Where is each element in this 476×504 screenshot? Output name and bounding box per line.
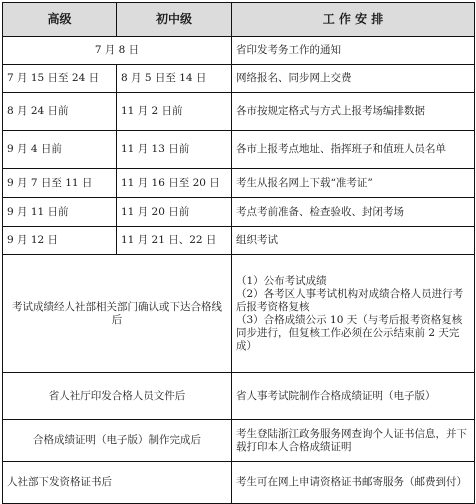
task-cell: 考点考前准备、检查验收、封闭考场	[232, 198, 475, 227]
table-row	[3, 227, 475, 255]
junior-date-cell: 11 月 16 日至 20 日	[117, 169, 232, 198]
task-cell: 考生可在网上申请资格证书邮寄服务（邮费到付）	[232, 462, 475, 504]
senior-date-cell: 9 月 7 日至 11 日	[3, 169, 117, 198]
task-line: （3）合格成绩公示 10 天（与考后报考资格复核同步进行，但复核工作必须在公示结束前 2 天完成）	[236, 313, 463, 352]
header-row	[3, 3, 475, 37]
task-cell: 各市上报考点地址、指挥班子和值班人员名单	[232, 131, 475, 169]
junior-date-cell: 11 月 20 日前	[117, 198, 232, 227]
junior-date-cell: 11 月 21 日、22 日	[117, 227, 232, 255]
table-row	[3, 93, 475, 131]
header-senior: 高级	[3, 3, 117, 37]
condition-cell: 人社部下发资格证书后	[3, 462, 232, 504]
condition-cell: 考试成绩经人社部相关部门确认或下达合格线后	[3, 255, 232, 373]
table-row	[3, 131, 475, 169]
task-cell: 网络报名、同步网上交费	[232, 65, 475, 93]
task-cell: 省人事考试院制作合格成绩证明（电子版）	[232, 373, 475, 420]
table-row	[3, 462, 475, 504]
senior-date-cell: 9 月 11 日前	[3, 198, 117, 227]
task-cell: 考生从报名网上下载“准考证”	[232, 169, 475, 198]
table-row	[3, 169, 475, 198]
senior-date-cell: 9 月 4 日前	[3, 131, 117, 169]
task-cell: 各市按规定格式与方式上报考场编排数据	[232, 93, 475, 131]
header-junior: 初中级	[117, 3, 232, 37]
header-task: 工 作 安 排	[232, 3, 475, 37]
table-row	[3, 37, 475, 65]
date-cell: 7 月 8 日	[3, 37, 232, 65]
task-cell	[232, 255, 475, 373]
table-row	[3, 373, 475, 420]
senior-date-cell: 9 月 12 日	[3, 227, 117, 255]
senior-date-cell: 8 月 24 日前	[3, 93, 117, 131]
table-row	[3, 420, 475, 462]
table-row	[3, 65, 475, 93]
schedule-table	[2, 2, 475, 504]
junior-date-cell: 11 月 2 日前	[117, 93, 232, 131]
task-cell: 省印发考务工作的通知	[232, 37, 475, 65]
condition-cell: 省人社厅印发合格人员文件后	[3, 373, 232, 420]
table-row	[3, 255, 475, 373]
condition-cell: 合格成绩证明（电子版）制作完成后	[3, 420, 232, 462]
senior-date-cell: 7 月 15 日至 24 日	[3, 65, 117, 93]
task-line: （1）公布考试成绩	[236, 274, 327, 287]
task-cell: 组织考试	[232, 227, 475, 255]
table-row	[3, 198, 475, 227]
task-line: （2）各考区人事考试机构对成绩合格人员进行考后报考资格复核	[236, 287, 464, 313]
junior-date-cell: 8 月 5 日至 14 日	[117, 65, 232, 93]
task-cell: 考生登陆浙江政务服务网查询个人证书信息，并下载打印本人合格成绩证明	[232, 420, 475, 462]
junior-date-cell: 11 月 13 日前	[117, 131, 232, 169]
